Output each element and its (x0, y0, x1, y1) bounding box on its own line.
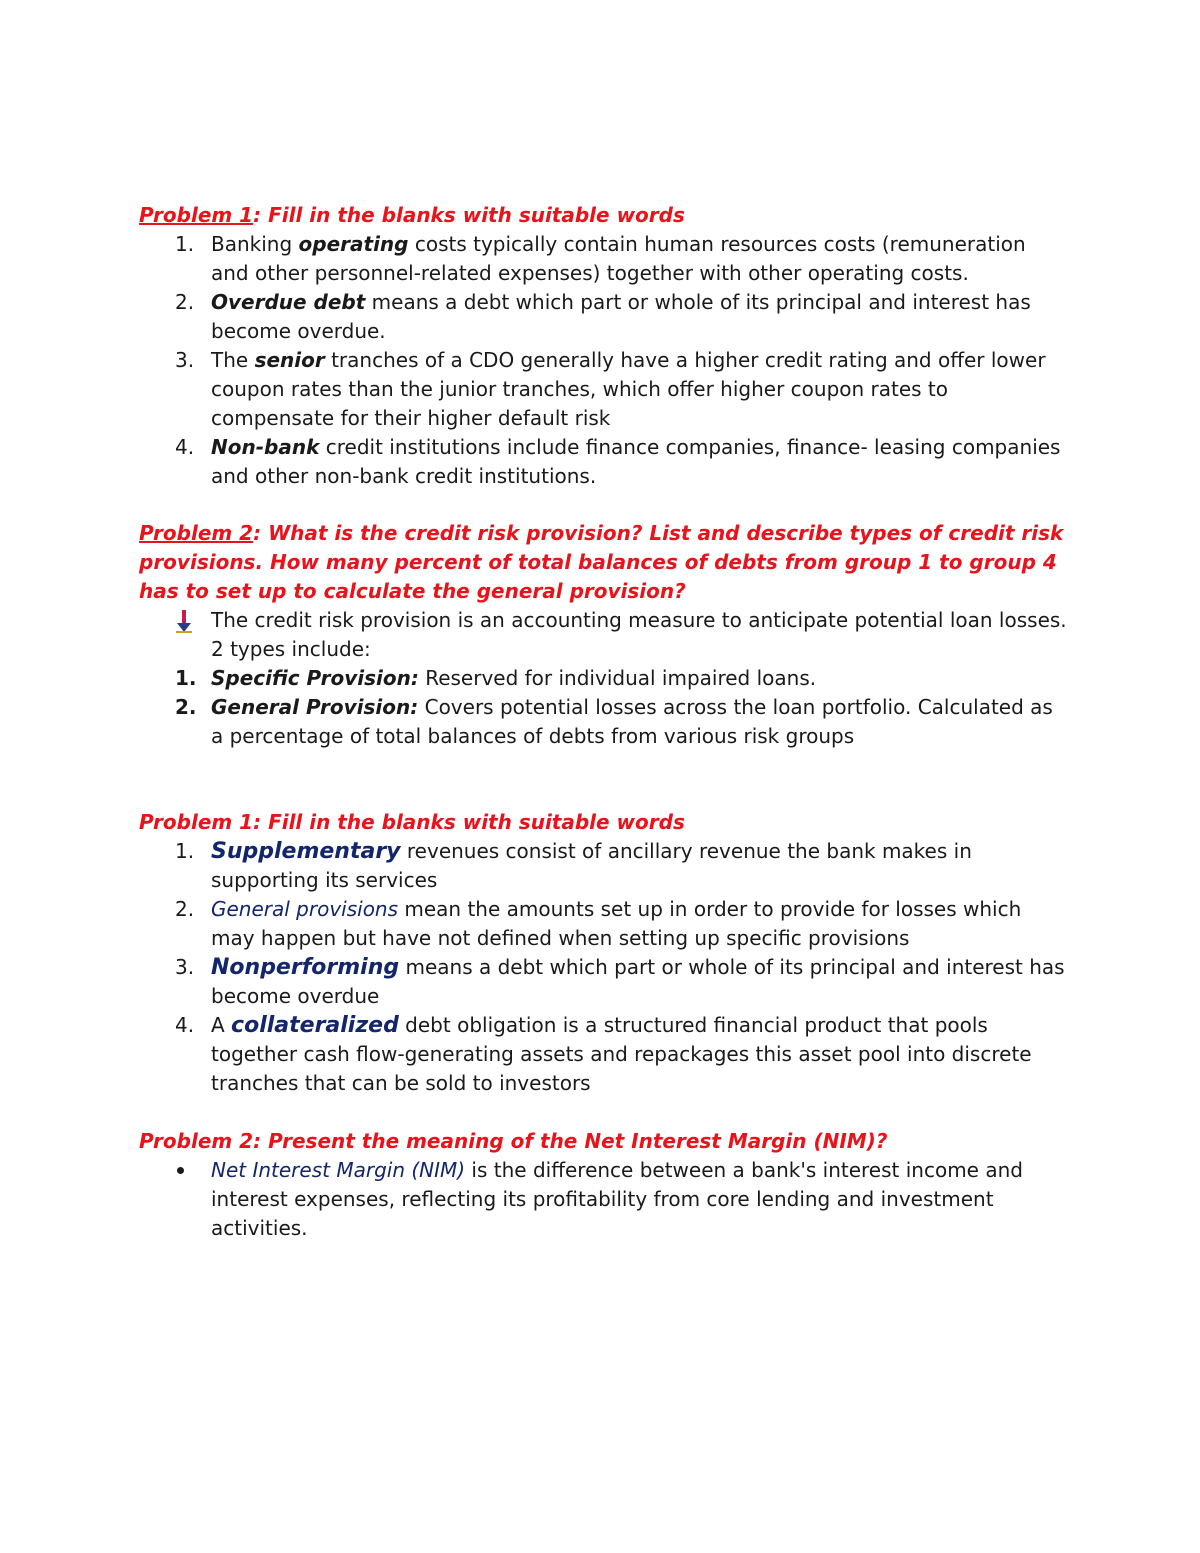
answer-word: collateralized (231, 1013, 399, 1038)
section-3-heading: Problem 1: Fill in the blanks with suitable words (139, 810, 685, 834)
item-text: Banking (211, 232, 299, 256)
list-item (139, 230, 1069, 288)
section-2-heading (139, 519, 1069, 606)
heading-prefix: Problem 2 (139, 521, 254, 545)
answer-word: General provisions (211, 897, 399, 921)
list-item (139, 1011, 1069, 1098)
item-text: means a debt which part or whole of its principal and interest has become overdue. (211, 290, 1031, 343)
answer-word: senior (254, 348, 325, 372)
item-number: 2. (175, 695, 197, 719)
list-item (139, 606, 1069, 664)
answer-word: Supplementary (211, 839, 401, 864)
item-text: Reserved for individual impaired loans. (418, 666, 817, 690)
section-1-heading (139, 201, 1069, 230)
list-item (139, 664, 1069, 693)
item-number: 1. (175, 666, 197, 690)
list-item (139, 288, 1069, 346)
item-number: 1. (175, 839, 195, 863)
list-item (139, 895, 1069, 953)
item-text: means a debt which part or whole of its principal and interest has become overdue (211, 955, 1065, 1008)
answer-word: Overdue debt (211, 290, 366, 314)
item-text: credit institutions include finance companies, finance- leasing companies and other non-bank credit institutions. (211, 435, 1061, 488)
item-number: 2. (175, 290, 195, 314)
section-1-list (139, 230, 1069, 491)
list-item (139, 693, 1069, 751)
document-page (139, 201, 1069, 1243)
item-text: A (211, 1013, 232, 1037)
item-text: debt obligation is a structured financial product that pools together cash flow-generating assets and repackages this asset pool into discrete tranches that can be sold to investors (211, 1013, 1032, 1095)
arrow-down-bullet-icon (175, 608, 193, 634)
term: General Provision: (211, 695, 419, 719)
answer-word: Nonperforming (211, 955, 400, 980)
heading-text: : What is the credit risk provision? List and describe types of credit risk provisions. How many percent of total balances of debts from group 1 to group 4 has to set up to calculate the general provision? (139, 521, 1064, 603)
item-text: mean the amounts set up in order to provide for losses which may happen but have not defined when setting up specific provisions (211, 897, 1022, 950)
list-item (139, 953, 1069, 1011)
item-number: 3. (175, 348, 195, 372)
bullet-dot-icon (177, 1167, 184, 1174)
term: Net Interest Margin (NIM) (211, 1158, 466, 1182)
item-number: 3. (175, 955, 195, 979)
term: Specific Provision: (211, 666, 419, 690)
section-4-heading: Problem 2: Present the meaning of the Net Interest Margin (NIM)? (139, 1129, 888, 1153)
heading-prefix: Problem 1 (139, 203, 254, 227)
section-2-list (139, 606, 1069, 664)
list-item (139, 346, 1069, 433)
item-text: The (211, 348, 255, 372)
list-item (139, 1156, 1069, 1243)
item-number: 2. (175, 897, 195, 921)
list-item (139, 837, 1069, 895)
section-3-list (139, 837, 1069, 1098)
item-text: costs typically contain human resources costs (remuneration and other personnel-related expenses) together with other operating costs. (211, 232, 1026, 285)
section-2-types-list (139, 664, 1069, 751)
list-item (139, 433, 1069, 491)
item-number: 4. (175, 435, 195, 459)
item-text: revenues consist of ancillary revenue the bank makes in supporting its services (211, 839, 972, 892)
answer-word: operating (298, 232, 409, 256)
item-text: The credit risk provision is an accounting measure to anticipate potential loan losses. 2 types include: (211, 608, 1067, 661)
item-text: is the difference between a bank's interest income and interest expenses, reflecting its profitability from core lending and investment activities. (211, 1158, 1023, 1240)
item-text: Covers potential losses across the loan portfolio. Calculated as a percentage of total balances of debts from various risk groups (211, 695, 1053, 748)
section-4-list (139, 1156, 1069, 1243)
answer-word: Non-bank (211, 435, 320, 459)
heading-text: : Fill in the blanks with suitable words (253, 203, 685, 227)
item-number: 4. (175, 1013, 195, 1037)
item-text: tranches of a CDO generally have a higher credit rating and offer lower coupon rates than the junior tranches, which offer higher coupon rates to compensate for their higher default risk (211, 348, 1046, 430)
item-number: 1. (175, 232, 195, 256)
